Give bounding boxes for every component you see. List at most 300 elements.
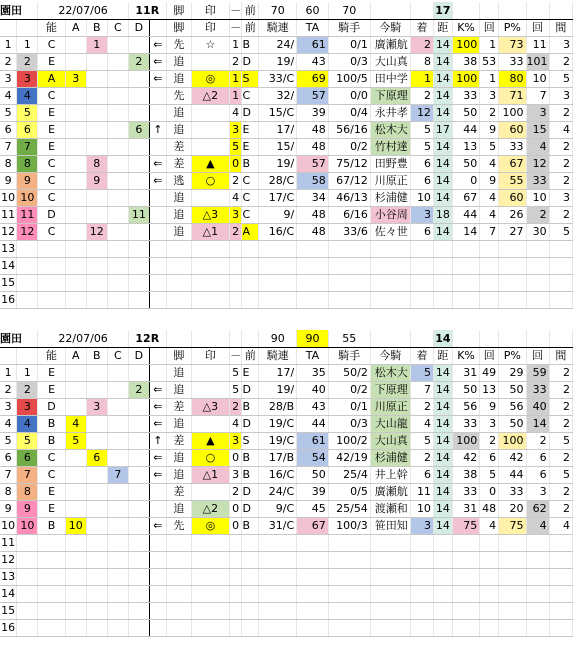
subheader-leg: 脚 [166, 20, 191, 37]
cell-jockey: 0/1 [328, 399, 370, 416]
subheader-dist: 距 [433, 20, 452, 37]
cell-kisoren [259, 620, 297, 637]
cell-dash: 4 [229, 416, 242, 433]
cell-no: 6 [0, 450, 17, 467]
cell-mark [191, 139, 229, 156]
cell-ta: 39 [297, 105, 329, 122]
subheader-arrow [149, 20, 166, 37]
cell-jockey: 0/4 [328, 105, 370, 122]
cell-mark [191, 122, 229, 139]
cell-mark: △3 [191, 399, 229, 416]
cell-dash: 2 [229, 484, 242, 501]
cell-no: 3 [0, 399, 17, 416]
cell-C [107, 518, 128, 535]
subheader-no [0, 20, 17, 37]
cell-kai2: 3 [526, 484, 549, 501]
cell-mark: ◎ [191, 71, 229, 88]
subheader-gate [17, 20, 38, 37]
cell-cur: 下原理 [370, 382, 410, 399]
header-dash [229, 330, 242, 348]
horse-row [0, 275, 573, 292]
cell-gate [17, 275, 38, 292]
cell-jockey: 0/1 [328, 37, 370, 54]
cell-mark [191, 190, 229, 207]
subheader-ta: TA [297, 20, 329, 37]
cell-chaku: 1 [410, 71, 433, 88]
cell-k: 100 [452, 37, 479, 54]
horse-row [0, 207, 573, 224]
cell-chaku: 6 [410, 156, 433, 173]
cell-kai2: 12 [526, 156, 549, 173]
cell-prev: D [242, 105, 259, 122]
cell-gate [17, 620, 38, 637]
cell-jockey: 25/4 [328, 467, 370, 484]
cell-kai2: 33 [526, 382, 549, 399]
cell-jockey [328, 535, 370, 552]
cell-D [128, 105, 149, 122]
cell-mark [191, 586, 229, 603]
cell-ability [38, 258, 65, 275]
subheader-ta: TA [297, 348, 329, 365]
cell-ability [38, 603, 65, 620]
cell-jockey: 0/0 [328, 88, 370, 105]
subheader-kai2: 回 [526, 20, 549, 37]
cell-kai2: 7 [526, 88, 549, 105]
cell-ta: 50 [297, 467, 329, 484]
cell-kai: 4 [480, 190, 499, 207]
cell-p [499, 258, 526, 275]
cell-kai: 5 [480, 467, 499, 484]
cell-gate: 1 [17, 365, 38, 382]
cell-ta [297, 258, 329, 275]
cell-jockey: 100/2 [328, 433, 370, 450]
cell-B: 6 [86, 450, 107, 467]
cell-leg: 追 [166, 207, 191, 224]
horse-row [0, 433, 573, 450]
cell-betsu [549, 535, 572, 552]
cell-dash [229, 275, 242, 292]
cell-ta [297, 292, 329, 309]
cell-arrow [149, 88, 166, 105]
cell-kai2: 40 [526, 399, 549, 416]
cell-dash [229, 620, 242, 637]
cell-cur: 下原理 [370, 88, 410, 105]
cell-k: 56 [452, 399, 479, 416]
cell-ability: E [38, 122, 65, 139]
cell-ta: 69 [297, 71, 329, 88]
cell-mark [191, 365, 229, 382]
cell-leg [166, 603, 191, 620]
cell-kai: 49 [480, 365, 499, 382]
cell-A [65, 552, 86, 569]
cell-p: 73 [499, 37, 526, 54]
cell-arrow [149, 586, 166, 603]
cell-A [65, 241, 86, 258]
cell-jockey [328, 586, 370, 603]
cell-jockey: 56/16 [328, 122, 370, 139]
cell-mark: ○ [191, 173, 229, 190]
cell-k: 13 [452, 139, 479, 156]
cell-C [107, 88, 128, 105]
cell-D [128, 433, 149, 450]
cell-arrow [149, 484, 166, 501]
cell-kisoren: 24/ [259, 37, 297, 54]
cell-cur [370, 275, 410, 292]
cell-A [65, 88, 86, 105]
header-k [452, 2, 479, 20]
cell-k [452, 535, 479, 552]
cell-leg: 追 [166, 224, 191, 241]
cell-leg: 追 [166, 467, 191, 484]
cell-leg: 追 [166, 105, 191, 122]
cell-ta: 61 [297, 433, 329, 450]
cell-ability: B [38, 416, 65, 433]
cell-C [107, 54, 128, 71]
subheader-cur: 今騎 [370, 20, 410, 37]
cell-ta: 45 [297, 501, 329, 518]
cell-dash: 3 [229, 122, 242, 139]
horse-row [0, 139, 573, 156]
cell-k: 33 [452, 484, 479, 501]
cell-B: 3 [86, 399, 107, 416]
horse-row [0, 450, 573, 467]
cell-k [452, 275, 479, 292]
cell-arrow [149, 603, 166, 620]
cell-dist: 14 [433, 224, 452, 241]
cell-no: 8 [0, 156, 17, 173]
subheader-jockey: 騎手 [328, 348, 370, 365]
cell-leg [166, 258, 191, 275]
header-date: 22/07/06 [38, 2, 129, 20]
cell-prev: B [242, 37, 259, 54]
cell-k: 100 [452, 433, 479, 450]
cell-dist: 14 [433, 105, 452, 122]
cell-mark: △2 [191, 501, 229, 518]
cell-mark: ▲ [191, 433, 229, 450]
cell-ability [38, 620, 65, 637]
cell-chaku: 2 [410, 88, 433, 105]
cell-kai [480, 292, 499, 309]
cell-betsu [549, 586, 572, 603]
cell-gate: 11 [17, 207, 38, 224]
cell-arrow: ⇐ [149, 173, 166, 190]
cell-p: 55 [499, 173, 526, 190]
cell-k [452, 603, 479, 620]
cell-jockey: 42/19 [328, 450, 370, 467]
header-kai [480, 330, 499, 348]
cell-gate: 12 [17, 224, 38, 241]
cell-prev: A [242, 224, 259, 241]
cell-B [86, 467, 107, 484]
cell-cur: 杉浦健 [370, 450, 410, 467]
cell-gate: 3 [17, 399, 38, 416]
cell-dash: 1 [229, 37, 242, 54]
cell-prev: E [242, 122, 259, 139]
cell-no: 9 [0, 173, 17, 190]
cell-A [65, 292, 86, 309]
cell-leg [166, 620, 191, 637]
cell-leg [166, 552, 191, 569]
cell-A [65, 569, 86, 586]
subheader-B: B [86, 20, 107, 37]
cell-dash: 3 [229, 467, 242, 484]
cell-no: 2 [0, 382, 17, 399]
cell-cur [370, 603, 410, 620]
cell-gate: 10 [17, 518, 38, 535]
cell-mark: ▲ [191, 156, 229, 173]
cell-cur [370, 569, 410, 586]
cell-leg: 追 [166, 365, 191, 382]
cell-B [86, 122, 107, 139]
cell-kisoren: 15/ [259, 139, 297, 156]
cell-A [65, 207, 86, 224]
cell-cur: 渡瀬和 [370, 501, 410, 518]
cell-leg: 差 [166, 484, 191, 501]
cell-k: 50 [452, 156, 479, 173]
cell-gate: 7 [17, 139, 38, 156]
header-kai2 [526, 330, 549, 348]
cell-kisoren: 17/B [259, 450, 297, 467]
cell-dash: 5 [229, 365, 242, 382]
cell-dist [433, 586, 452, 603]
cell-p [499, 620, 526, 637]
cell-ta [297, 603, 329, 620]
cell-dist [433, 552, 452, 569]
cell-chaku: 5 [410, 139, 433, 156]
cell-chaku: 8 [410, 54, 433, 71]
cell-kisoren: 24/C [259, 484, 297, 501]
subheader-D: D [128, 20, 149, 37]
subheader-k: K% [452, 348, 479, 365]
cell-dash: 0 [229, 156, 242, 173]
cell-gate: 8 [17, 484, 38, 501]
cell-k: 14 [452, 224, 479, 241]
cell-p: 56 [499, 399, 526, 416]
header-race: 12R [128, 330, 166, 348]
cell-ability [38, 552, 65, 569]
cell-kisoren: 15/C [259, 105, 297, 122]
cell-A [65, 224, 86, 241]
cell-C [107, 416, 128, 433]
cell-cur [370, 292, 410, 309]
cell-dash [229, 552, 242, 569]
cell-k [452, 241, 479, 258]
cell-kai2: 59 [526, 365, 549, 382]
cell-p: 80 [499, 71, 526, 88]
horse-row [0, 518, 573, 535]
cell-A [65, 37, 86, 54]
cell-kai: 1 [480, 71, 499, 88]
cell-kai [480, 258, 499, 275]
cell-kisoren [259, 603, 297, 620]
cell-B [86, 518, 107, 535]
cell-arrow [149, 224, 166, 241]
cell-B [86, 365, 107, 382]
cell-kai: 9 [480, 399, 499, 416]
cell-chaku: 11 [410, 484, 433, 501]
cell-dist: 14 [433, 467, 452, 484]
cell-kai2 [526, 552, 549, 569]
cell-no: 13 [0, 241, 17, 258]
cell-B [86, 71, 107, 88]
cell-D: 2 [128, 54, 149, 71]
cell-B [86, 484, 107, 501]
horse-row [0, 105, 573, 122]
cell-cur [370, 241, 410, 258]
cell-prev: D [242, 416, 259, 433]
horse-row [0, 37, 573, 54]
cell-betsu: 5 [549, 433, 572, 450]
cell-arrow: ⇐ [149, 382, 166, 399]
cell-no: 10 [0, 518, 17, 535]
cell-ability: E [38, 365, 65, 382]
cell-A [65, 122, 86, 139]
cell-p [499, 586, 526, 603]
cell-dist: 14 [433, 450, 452, 467]
cell-mark: △3 [191, 207, 229, 224]
cell-no: 7 [0, 139, 17, 156]
cell-kai2: 101 [526, 54, 549, 71]
cell-k: 0 [452, 173, 479, 190]
cell-prev [242, 603, 259, 620]
cell-no: 1 [0, 37, 17, 54]
cell-betsu: 5 [549, 71, 572, 88]
cell-kai2 [526, 586, 549, 603]
cell-mark [191, 292, 229, 309]
subheader-mark: 印 [191, 20, 229, 37]
cell-no: 15 [0, 603, 17, 620]
cell-D [128, 416, 149, 433]
cell-arrow [149, 365, 166, 382]
cell-ability: D [38, 207, 65, 224]
cell-chaku [410, 552, 433, 569]
cell-ability: E [38, 105, 65, 122]
cell-ta: 44 [297, 416, 329, 433]
cell-C [107, 105, 128, 122]
cell-betsu: 4 [549, 518, 572, 535]
cell-p: 60 [499, 190, 526, 207]
cell-kai2: 10 [526, 71, 549, 88]
cell-mark: △2 [191, 88, 229, 105]
cell-prev: B [242, 450, 259, 467]
cell-p: 42 [499, 450, 526, 467]
cell-prev: C [242, 173, 259, 190]
header-kisoren-target: 70 [259, 2, 297, 20]
cell-kai2: 6 [526, 467, 549, 484]
cell-C [107, 365, 128, 382]
cell-D: 11 [128, 207, 149, 224]
cell-jockey: 6/16 [328, 207, 370, 224]
cell-prev: D [242, 484, 259, 501]
cell-ta [297, 241, 329, 258]
cell-C [107, 156, 128, 173]
cell-cur [370, 535, 410, 552]
cell-A [65, 54, 86, 71]
cell-no: 8 [0, 484, 17, 501]
cell-ta: 58 [297, 173, 329, 190]
cell-C [107, 139, 128, 156]
cell-mark [191, 484, 229, 501]
cell-arrow [149, 190, 166, 207]
cell-leg [166, 569, 191, 586]
cell-gate [17, 603, 38, 620]
cell-betsu: 2 [549, 173, 572, 190]
cell-C [107, 190, 128, 207]
cell-kai [480, 275, 499, 292]
cell-dist: 14 [433, 518, 452, 535]
cell-kisoren [259, 552, 297, 569]
header-dash: － [229, 2, 242, 20]
cell-dist: 14 [433, 484, 452, 501]
cell-dash: 1 [229, 71, 242, 88]
header-leg: 脚 [166, 2, 191, 20]
cell-ability [38, 569, 65, 586]
cell-jockey: 33/6 [328, 224, 370, 241]
cell-k [452, 620, 479, 637]
header-jockey-target: 55 [328, 330, 370, 348]
cell-D [128, 88, 149, 105]
cell-ability: A [38, 71, 65, 88]
header-date: 22/07/06 [38, 330, 129, 348]
cell-B [86, 258, 107, 275]
cell-ta: 48 [297, 224, 329, 241]
cell-C [107, 569, 128, 586]
cell-mark [191, 275, 229, 292]
cell-chaku: 3 [410, 207, 433, 224]
cell-betsu [549, 620, 572, 637]
header-place: 園田 [0, 2, 38, 20]
cell-kai: 2 [480, 105, 499, 122]
cell-k: 38 [452, 54, 479, 71]
cell-k: 31 [452, 501, 479, 518]
cell-prev [242, 552, 259, 569]
cell-D [128, 586, 149, 603]
cell-prev: E [242, 139, 259, 156]
cell-no: 4 [0, 416, 17, 433]
cell-p: 67 [499, 156, 526, 173]
cell-leg: 追 [166, 450, 191, 467]
cell-arrow [149, 241, 166, 258]
cell-B [86, 382, 107, 399]
header-jockey-target: 70 [328, 2, 370, 20]
cell-D [128, 37, 149, 54]
subheader-ability: 能 [38, 348, 65, 365]
cell-prev: E [242, 365, 259, 382]
cell-gate: 4 [17, 88, 38, 105]
cell-ability: E [38, 382, 65, 399]
cell-cur: 廣瀬航 [370, 37, 410, 54]
cell-leg: 差 [166, 433, 191, 450]
cell-leg: 先 [166, 88, 191, 105]
cell-gate: 5 [17, 105, 38, 122]
cell-chaku: 6 [410, 467, 433, 484]
horse-row [0, 501, 573, 518]
cell-dist: 14 [433, 382, 452, 399]
cell-mark [191, 620, 229, 637]
cell-B [86, 54, 107, 71]
cell-B [86, 275, 107, 292]
cell-kisoren: 19/ [259, 382, 297, 399]
cell-ability [38, 275, 65, 292]
cell-arrow: ⇐ [149, 399, 166, 416]
cell-dash: 0 [229, 501, 242, 518]
cell-dash: 3 [229, 433, 242, 450]
cell-betsu [549, 552, 572, 569]
cell-C [107, 122, 128, 139]
cell-arrow [149, 139, 166, 156]
cell-dash: 2 [229, 173, 242, 190]
cell-kai2 [526, 620, 549, 637]
